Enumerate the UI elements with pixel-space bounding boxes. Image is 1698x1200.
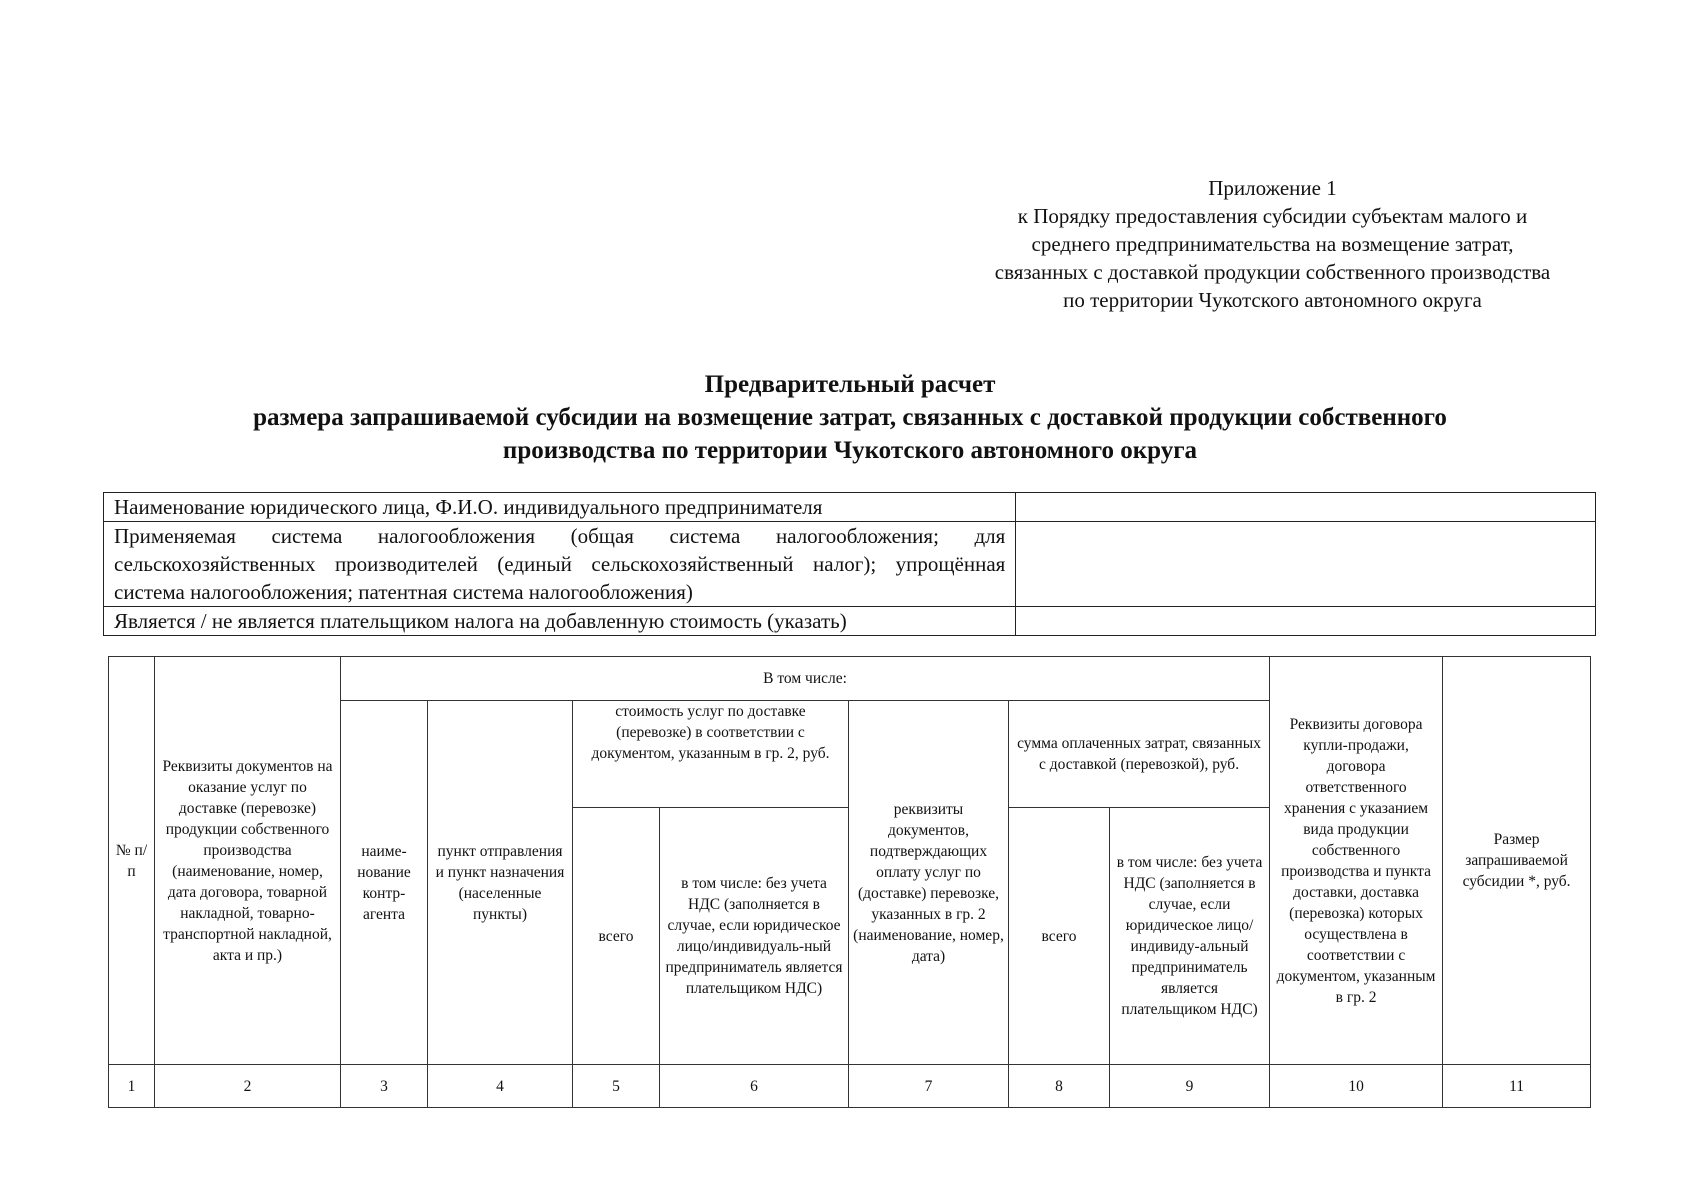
info-label-tax-system: Применяемая система налогообложения (общая система налогообложения; для сельскохозяйственных производителей (единый сельскохозяйственный налог); упрощённая система налогообложения; патентная система налогообложения) [104,522,1016,607]
appendix-line: к Порядку предоставления субсидии субъектам малого и [1017,204,1528,228]
header-col-3: наиме-нование контр-агента [341,701,428,1065]
title-line: Предварительный расчет [704,371,996,398]
info-value-entity-name[interactable] [1016,493,1596,522]
header-col-10: Реквизиты договора купли-продажи, договора ответственного хранения с указанием вида продукции собственного производства и пункта доставки, доставка (перевозка) которых осуществлена в соответствии с документом, указанным в гр. 2 [1270,657,1443,1065]
appendix-line: Приложение 1 [1208,176,1337,200]
header-col-2: Реквизиты документов на оказание услуг по доставке (перевозке) продукции собственного производства (наименование, номер, дата договора, товарной накладной, товарно-транспортной накладной, акта и пр.) [155,657,341,1065]
header-col-7: реквизиты документов, подтверждающих оплату услуг по (доставке) перевозке, указанных в гр. 2 (наименование, номер, дата) [849,701,1009,1065]
info-value-tax-system[interactable] [1016,522,1596,607]
header-group-cost: стоимость услуг по доставке (перевозке) в соответствии с документом, указанным в гр. 2, руб. [573,701,849,808]
info-value-vat-payer[interactable] [1016,607,1596,636]
info-row [104,607,1596,636]
document-title [100,368,1600,467]
column-number: 8 [1009,1065,1110,1108]
header-col-6: в том числе: без учета НДС (заполняется в случае, если юридическое лицо/индивидуаль-ный предприниматель является плательщиком НДС) [660,808,849,1065]
subsidy-calculation-table [108,656,1591,1108]
appendix-line: среднего предпринимательства на возмещение затрат, [1031,232,1514,256]
appendix-line: связанных с доставкой продукции собственного производства [994,260,1551,284]
column-number: 9 [1110,1065,1270,1108]
header-col-5: всего [573,808,660,1065]
column-number: 10 [1270,1065,1443,1108]
header-col-1: № п/п [109,657,155,1065]
title-line: производства по территории Чукотского автономного округа [502,437,1198,464]
header-col-4: пункт отправления и пункт назначения (населенные пункты) [428,701,573,1065]
header-col-8: всего [1009,808,1110,1065]
header-group-paid: сумма оплаченных затрат, связанных с доставкой (перевозкой), руб. [1009,701,1270,808]
title-line: размера запрашиваемой субсидии на возмещение затрат, связанных с доставкой продукции собственного [253,404,1447,431]
header-col-11: Размер запрашиваемой субсидии *, руб. [1443,657,1591,1065]
appendix-block [935,174,1610,314]
column-number: 11 [1443,1065,1591,1108]
column-number: 5 [573,1065,660,1108]
column-number: 1 [109,1065,155,1108]
info-row [104,522,1596,607]
column-number: 4 [428,1065,573,1108]
column-number: 6 [660,1065,849,1108]
appendix-line: по территории Чукотского автономного округа [1063,288,1482,312]
applicant-info-table [103,492,1596,636]
info-row [104,493,1596,522]
column-number: 3 [341,1065,428,1108]
header-group-including: В том числе: [341,657,1270,701]
info-label-entity-name: Наименование юридического лица, Ф.И.О. индивидуального предпринимателя [104,493,1016,522]
header-row-1 [109,657,1591,701]
info-label-vat-payer: Является / не является плательщиком налога на добавленную стоимость (указать) [104,607,1016,636]
column-number: 7 [849,1065,1009,1108]
column-number: 2 [155,1065,341,1108]
header-col-9: в том числе: без учета НДС (заполняется в случае, если юридическое лицо/индивиду-альный предприниматель является плательщиком НДС) [1110,808,1270,1065]
column-number-row [109,1065,1591,1108]
